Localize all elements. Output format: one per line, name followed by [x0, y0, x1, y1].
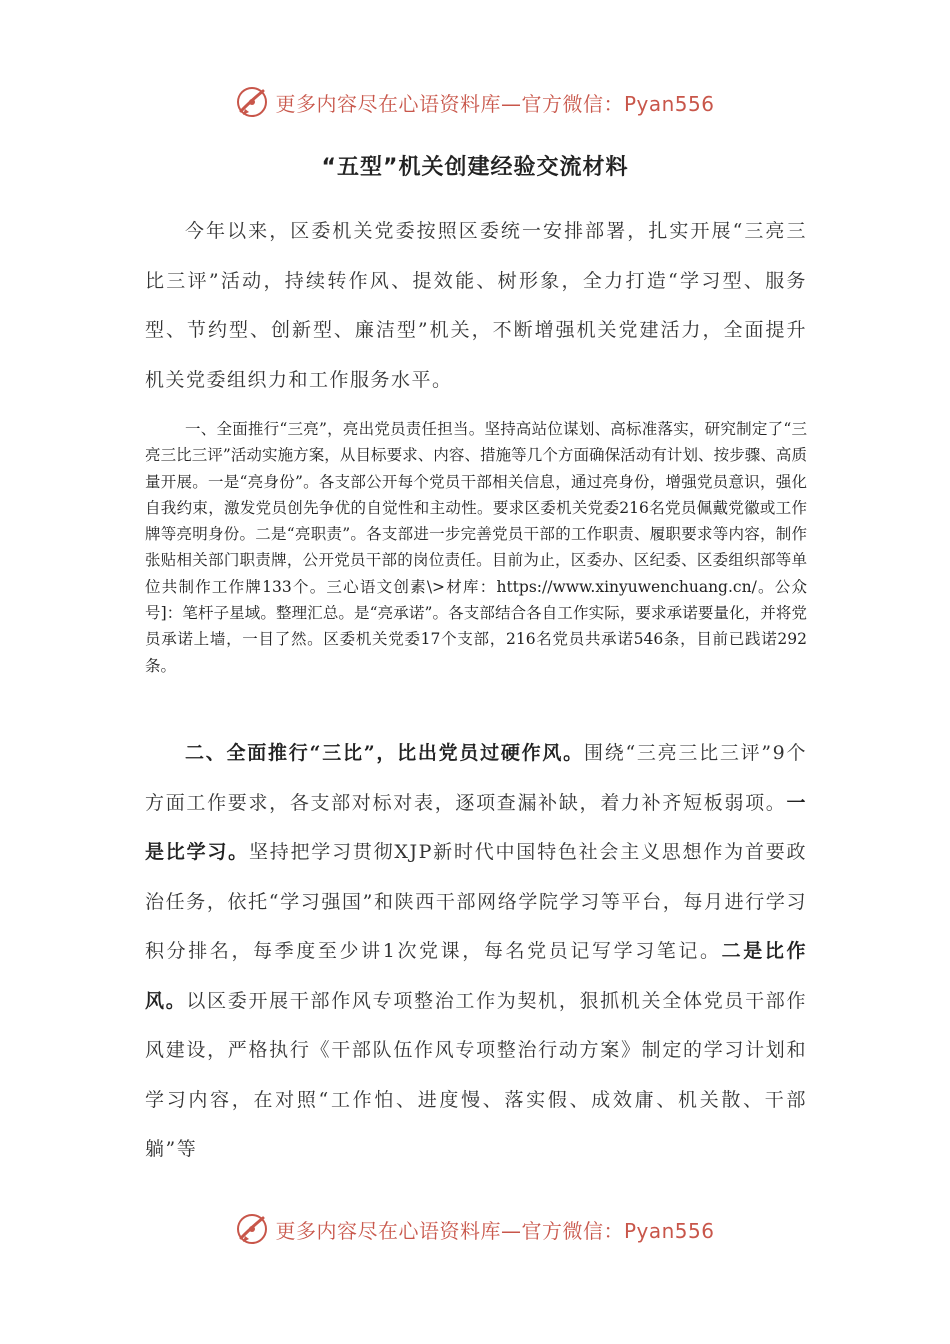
banner-text: 更多内容尽在心语资料库—官方微信：Pyan556 — [275, 91, 715, 116]
page-title: “五型”机关创建经验交流材料 — [321, 155, 629, 180]
subpoint-style-heading: 二是比作风。 — [145, 940, 807, 1012]
pen-logo-icon — [235, 1212, 269, 1246]
subpoint-study-text: 坚持把学习贯彻XJP新时代中国特色社会主义思想作为首要政治任务，依托“学习强国”和陕西干部网络学院学习等平台，每月进行学习积分排名，每季度至少讲1次党课，每名党员记写学习笔记。 — [145, 841, 807, 962]
section-two-heading: 二、全面推行“三比”，比出党员过硬作风。 — [185, 742, 584, 764]
footer-watermark-banner — [0, 1209, 950, 1249]
pen-logo-icon — [235, 85, 269, 119]
banner-text: 更多内容尽在心语资料库—官方微信：Pyan556 — [275, 1218, 715, 1243]
header-watermark-banner — [0, 82, 950, 122]
subpoint-study-heading: 一是比学习。 — [145, 791, 807, 863]
section-two-paragraph — [145, 729, 807, 1175]
section-two-text: 围绕“三亮三比三评”9个方面工作要求，各支部对标对表，逐项查漏补缺，着力补齐短板弱项。 — [145, 742, 807, 814]
intro-paragraph: 今年以来，区委机关党委按照区委统一安排部署，扎实开展“三亮三比三评”活动，持续转作风、提效能、树形象，全力打造“学习型、服务型、节约型、创新型、廉洁型”机关，不断增强机关党建活力，全面提升机关党委组织力和工作服务水平。 — [145, 220, 807, 391]
section-one-paragraph: 一、全面推行“三亮”，亮出党员责任担当。坚持高站位谋划、高标准落实，研究制定了“三亮三比三评”活动实施方案，从目标要求、内容、措施等几个方面确保活动有计划、按步骤、高质量开展。一是“亮身份”。各支部公开每个党员干部相关信息，通过亮身份，增强党员意识，强化自我约束，激发党员创先争优的自觉性和主动性。要求区委机关党委216名党员佩戴党徽或工作牌等亮明身份。二是“亮职责”。各支部进一步完善党员干部的工作职责、履职要求等内容，制作张贴相关部门职责牌，公开党员干部的岗位责任。目前为止，区委办、区纪委、区委组织部等单位共制作工作牌133个。三心语文创素\>材库：https://www.xinyuwenchuang.cn/。公众号]：笔杆子星域。整理汇总。是“亮承诺”。各支部结合各自工作实际，要求承诺要量化，并将党员承诺上墙，一目了然。区委机关党委17个支部，216名党员共承诺546条，目前已践诺292条。 — [145, 420, 807, 675]
subpoint-style-text: 以区委开展干部作风专项整治工作为契机，狠抓机关全体党员干部作风建设，严格执行《干部队伍作风专项整治行动方案》制定的学习计划和学习内容，在对照“工作怕、进度慢、落实假、成效庸、机关散、干部躺”等 — [145, 989, 807, 1160]
